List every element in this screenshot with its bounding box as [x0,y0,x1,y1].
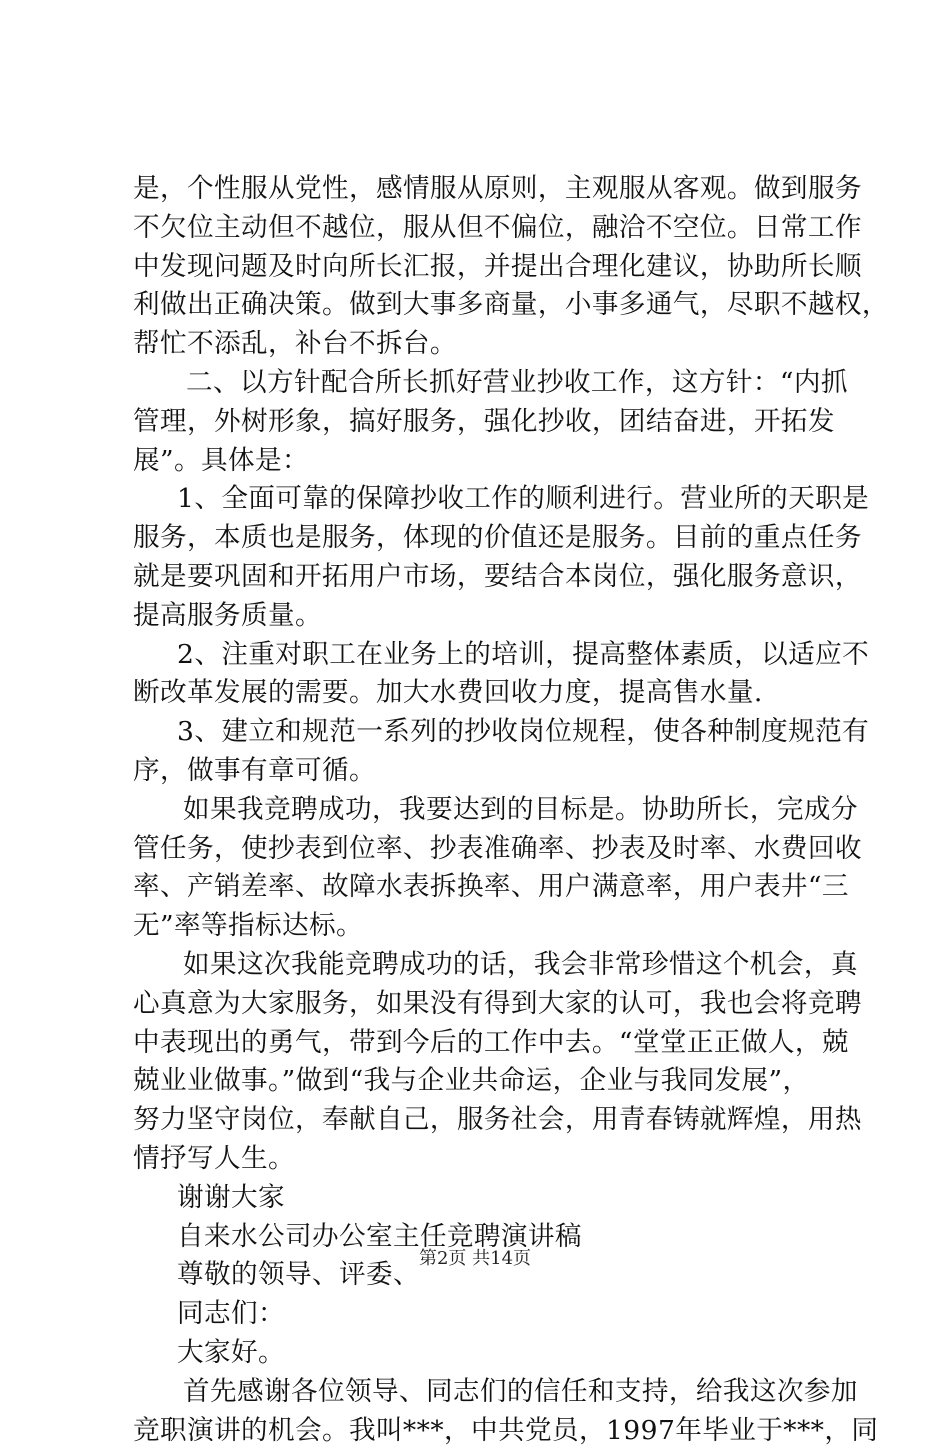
text-line: 情抒写人生。 [133,1140,833,1179]
paragraph-11 [133,1295,833,1334]
text-line: 服务，本质也是服务，体现的价值还是服务。目前的重点任务 [133,519,833,558]
text-line: 断改革发展的需要。加大水费回收力度，提高售水量. [133,674,833,713]
text-line: 自来水公司办公室主任竞聘演讲稿 [133,1218,833,1257]
text-line: 管理，外树形象，搞好服务，强化抄收，团结奋进，开拓发 [133,403,833,442]
paragraph-6 [133,791,833,946]
text-line: 兢业业做事。”做到“我与企业共命运，企业与我同发展”， [133,1062,833,1101]
paragraph-13 [133,1373,833,1450]
text-line: 管任务，使抄表到位率、抄表准确率、抄表及时率、水费回收 [133,830,833,869]
text-line: 序，做事有章可循。 [133,752,833,791]
text-line: 努力坚守岗位，奉献自己，服务社会，用青春铸就辉煌，用热 [133,1101,833,1140]
text-line: 3、建立和规范一系列的抄收岗位规程，使各种制度规范有 [133,713,833,752]
text-line: 首先感谢各位领导、同志们的信任和支持，给我这次参加 [133,1373,833,1412]
paragraph-1 [133,170,833,364]
text-line: 同志们： [133,1295,833,1334]
text-line: 1、全面可靠的保障抄收工作的顺利进行。营业所的天职是 [133,480,833,519]
paragraph-2 [133,364,833,480]
text-line: 无”率等指标达标。 [133,907,833,946]
text-line: 提高服务质量。 [133,597,833,636]
text-line: 帮忙不添乱，补台不拆台。 [133,325,833,364]
text-line: 心真意为大家服务，如果没有得到大家的认可，我也会将竞聘 [133,985,833,1024]
text-line: 2、注重对职工在业务上的培训，提高整体素质，以适应不 [133,636,833,675]
text-line: 谢谢大家 [133,1179,833,1218]
text-line: 如果我竞聘成功，我要达到的目标是。协助所长，完成分 [133,791,833,830]
paragraph-7 [133,946,833,1179]
paragraph-3 [133,480,833,635]
text-line: 竞职演讲的机会。我叫***，中共党员，1997年毕业于***，同 [133,1412,833,1450]
text-line: 大家好。 [133,1334,833,1373]
text-line: 二、以方针配合所长抓好营业抄收工作，这方针：“内抓 [133,364,833,403]
text-line: 率、产销差率、故障水表拆换率、用户满意率，用户表井“三 [133,868,833,907]
text-line: 中表现出的勇气，带到今后的工作中去。“堂堂正正做人，兢 [133,1024,833,1063]
paragraph-4 [133,636,833,714]
paragraph-5 [133,713,833,791]
text-line: 中发现问题及时向所长汇报，并提出合理化建议，协助所长顺 [133,248,833,287]
text-line: 如果这次我能竞聘成功的话，我会非常珍惜这个机会，真 [133,946,833,985]
paragraph-8 [133,1179,833,1218]
text-line: 展”。具体是： [133,442,833,481]
text-line: 不欠位主动但不越位，服从但不偏位，融洽不空位。日常工作 [133,209,833,248]
text-line: 利做出正确决策。做到大事多商量，小事多通气，尽职不越权， [133,286,833,325]
text-line: 是，个性服从党性，感情服从原则，主观服从客观。做到服务 [133,170,833,209]
paragraph-12 [133,1334,833,1373]
text-line: 尊敬的领导、评委、 [133,1256,833,1295]
text-line: 就是要巩固和开拓用户市场，要结合本岗位，强化服务意识， [133,558,833,597]
page-number: 第2页 共14页 [0,1244,950,1270]
